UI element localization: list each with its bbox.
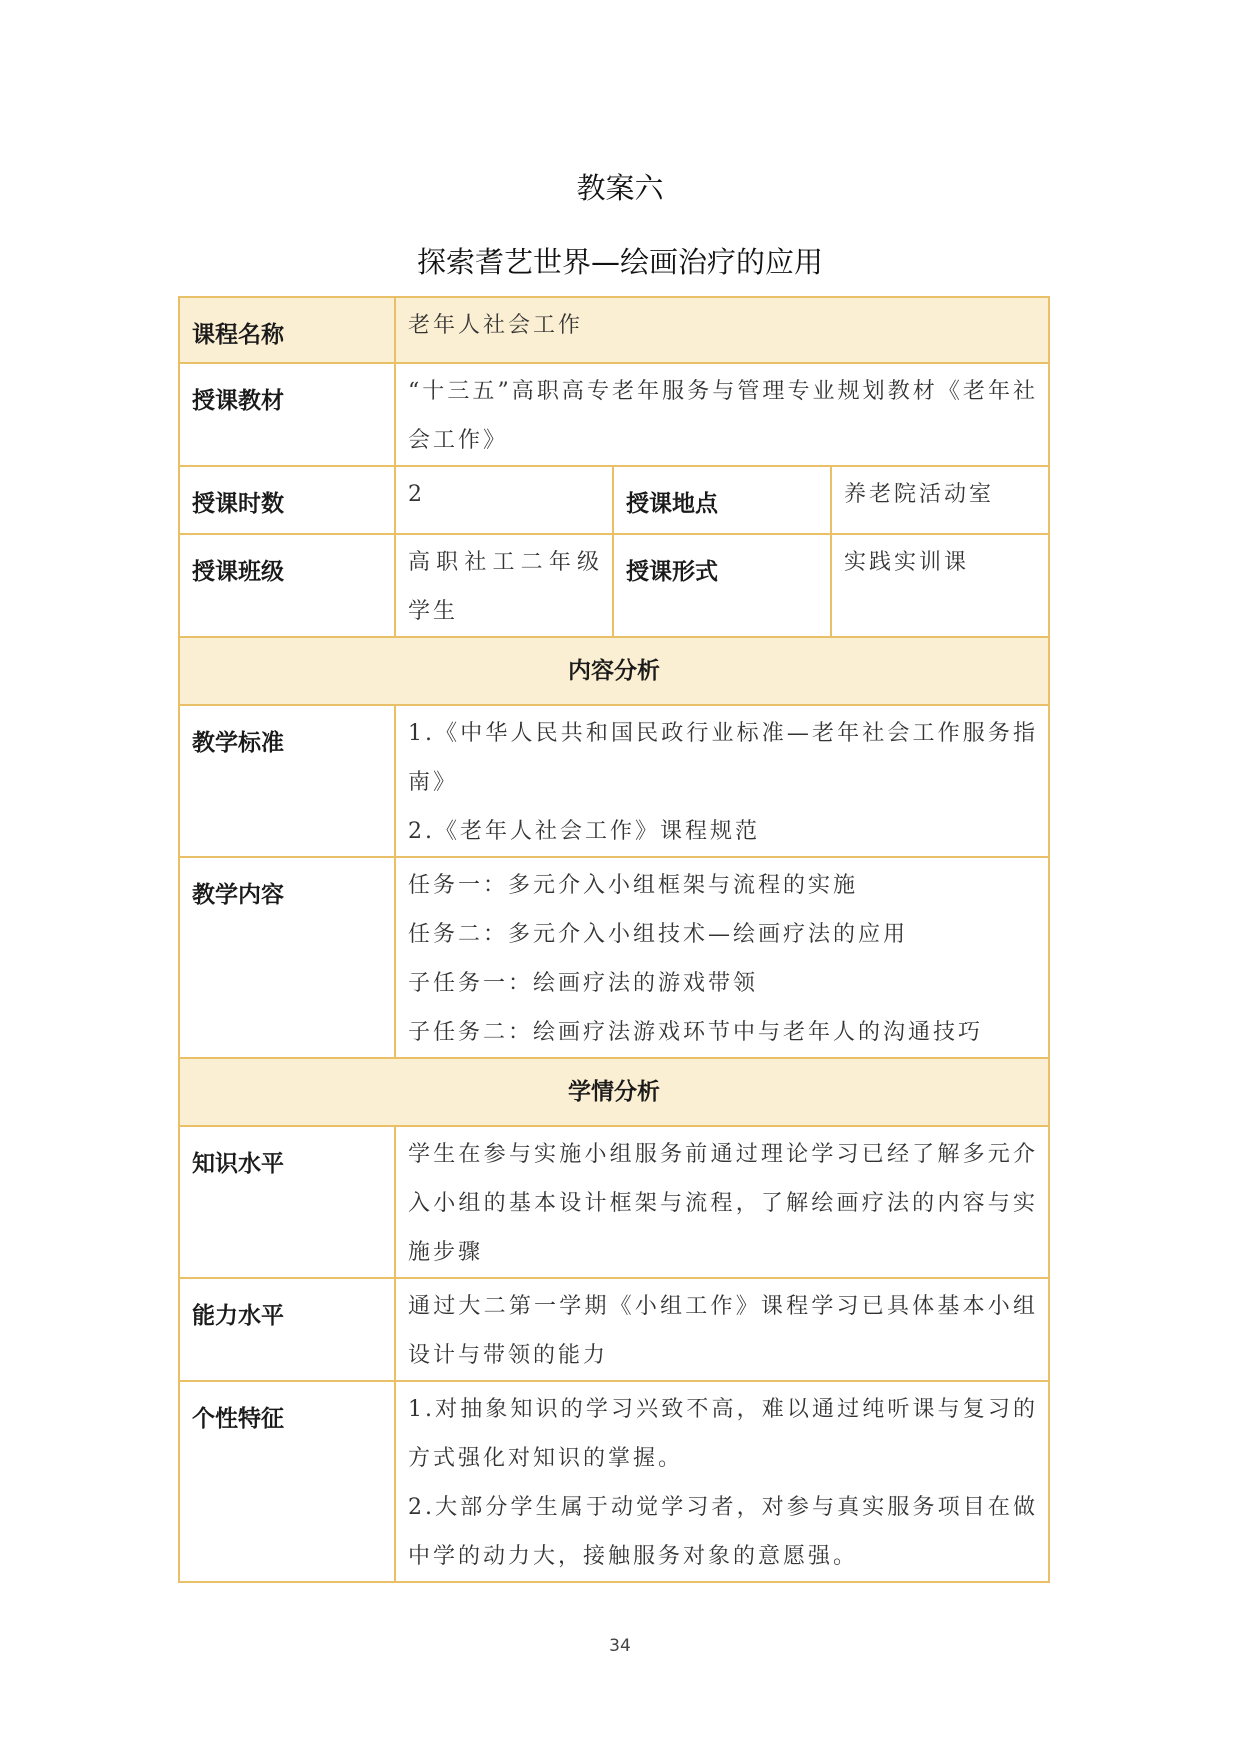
value-hours: 2	[395, 466, 613, 534]
label-teaching-standard: 教学标准	[179, 705, 395, 857]
page-subtitle: 探索耆艺世界—绘画治疗的应用	[416, 245, 823, 279]
teaching-content-line: 子任务二：绘画疗法游戏环节中与老年人的沟通技巧	[408, 1020, 984, 1045]
label-hours: 授课时数	[179, 466, 395, 534]
teaching-standard-line: 1.《中华人民共和国民政行业标准—老年社会工作服务指南》	[408, 721, 1039, 795]
label-class: 授课班级	[179, 534, 395, 637]
value-ability-level: 通过大二第一学期《小组工作》课程学习已具体基本小组设计与带领的能力	[395, 1278, 1049, 1381]
label-ability-level: 能力水平	[179, 1278, 395, 1381]
value-personality	[395, 1381, 1049, 1582]
row-textbook	[179, 363, 1049, 466]
label-course-name: 课程名称	[179, 297, 395, 363]
value-knowledge-level: 学生在参与实施小组服务前通过理论学习已经了解多元介入小组的基本设计框架与流程，了解绘画疗法的内容与实施步骤	[395, 1126, 1049, 1278]
row-teaching-content	[179, 857, 1049, 1058]
label-textbook: 授课教材	[179, 363, 395, 466]
personality-line: 2.大部分学生属于动觉学习者，对参与真实服务项目在做中学的动力大，接触服务对象的意愿强。	[408, 1495, 1039, 1569]
value-class: 高职社工二年级学生	[395, 534, 613, 637]
label-teaching-content: 教学内容	[179, 857, 395, 1058]
value-textbook: “十三五”高职高专老年服务与管理专业规划教材《老年社会工作》	[395, 363, 1049, 466]
section-header-learner-analysis: 学情分析	[179, 1058, 1049, 1126]
row-learner-analysis-header	[179, 1058, 1049, 1126]
row-knowledge-level	[179, 1126, 1049, 1278]
section-header-content-analysis: 内容分析	[179, 637, 1049, 705]
teaching-content-line: 子任务一：绘画疗法的游戏带领	[408, 971, 759, 996]
row-class-format	[179, 534, 1049, 637]
value-teaching-standard	[395, 705, 1049, 857]
label-location: 授课地点	[613, 466, 831, 534]
row-course-name	[179, 297, 1049, 363]
row-content-analysis-header	[179, 637, 1049, 705]
personality-line: 1.对抽象知识的学习兴致不高，难以通过纯听课与复习的方式强化对知识的掌握。	[408, 1397, 1039, 1471]
row-hours-location	[179, 466, 1049, 534]
value-course-name: 老年人社会工作	[395, 297, 1049, 363]
label-knowledge-level: 知识水平	[179, 1126, 395, 1278]
value-teaching-content	[395, 857, 1049, 1058]
label-personality: 个性特征	[179, 1381, 395, 1582]
page-number: 34	[609, 1636, 631, 1656]
row-ability-level	[179, 1278, 1049, 1381]
teaching-content-line: 任务二：多元介入小组技术—绘画疗法的应用	[408, 922, 909, 947]
lesson-plan-table	[178, 296, 1050, 1583]
value-format: 实践实训课	[831, 534, 1049, 637]
teaching-standard-line: 2.《老年人社会工作》课程规范	[408, 819, 760, 844]
row-teaching-standard	[179, 705, 1049, 857]
row-personality	[179, 1381, 1049, 1582]
value-location: 养老院活动室	[831, 466, 1049, 534]
teaching-content-line: 任务一：多元介入小组框架与流程的实施	[408, 873, 859, 898]
label-format: 授课形式	[613, 534, 831, 637]
page-title: 教案六	[576, 171, 664, 205]
